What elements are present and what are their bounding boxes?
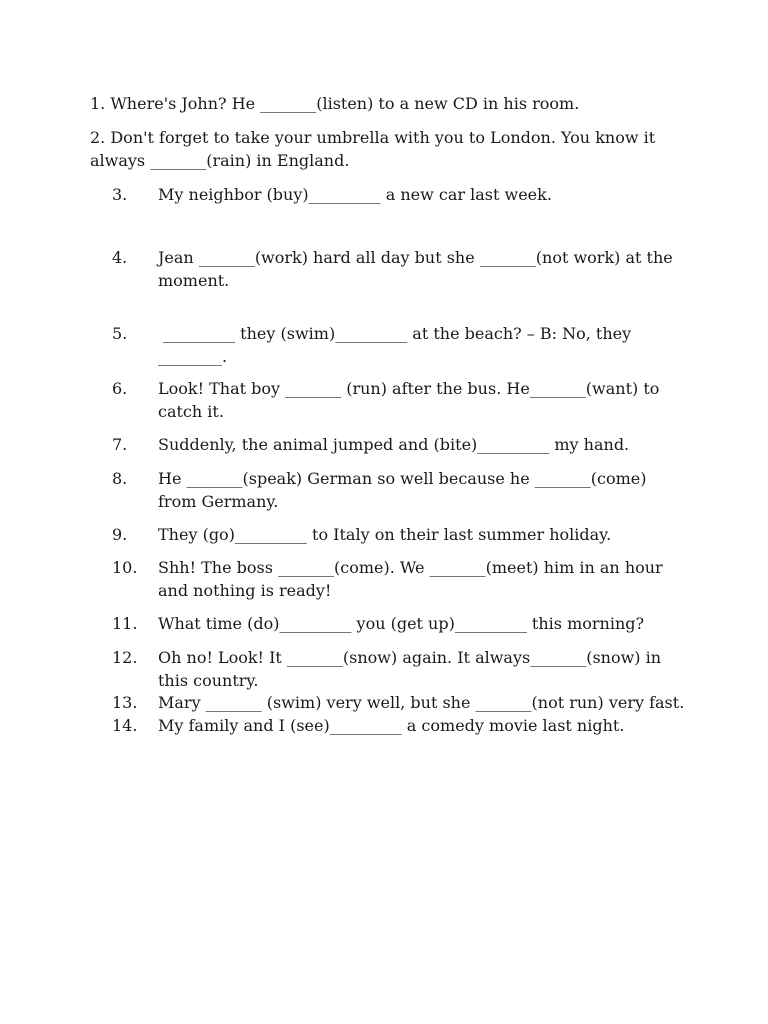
item-number: 9.	[112, 525, 128, 544]
item-number: 13.	[112, 693, 138, 712]
item-number: 3.	[112, 185, 128, 204]
item-number: 14.	[112, 716, 138, 735]
exercise-item-1: 1. Where's John? He _______(listen) to a new CD in his room.	[90, 94, 580, 113]
item-text: Mary _______ (swim) very well, but she _______(not run) very fast.	[158, 693, 685, 712]
item-text: They (go)_________ to Italy on their last summer holiday.	[158, 525, 612, 544]
item-text: Suddenly, the animal jumped and (bite)_________ my hand.	[158, 435, 630, 454]
item-number: 12.	[112, 648, 138, 667]
item-text: My family and I (see)_________ a comedy movie last night.	[158, 716, 625, 735]
item-text: Oh no! Look! It _______(snow) again. It always_______(snow) in this country.	[158, 648, 667, 690]
item-number: 10.	[112, 558, 138, 577]
item-text: My neighbor (buy)_________ a new car last week.	[158, 185, 552, 204]
item-text: Jean _______(work) hard all day but she _______(not work) at the moment.	[158, 248, 678, 290]
item-number: 11.	[112, 614, 138, 633]
exercise-item-2: 2. Don't forget to take your umbrella with you to London. You know it always _______(rain) in England.	[90, 128, 661, 170]
item-text: _________ they (swim)_________ at the beach? – B: No, they ________.	[158, 324, 637, 366]
item-text: Look! That boy _______ (run) after the bus. He_______(want) to catch it.	[158, 379, 665, 421]
item-text: Shh! The boss _______(come). We _______(meet) him in an hour and nothing is ready!	[158, 558, 668, 600]
item-text: He _______(speak) German so well because he _______(come) from Germany.	[158, 469, 652, 511]
item-number: 8.	[112, 469, 128, 488]
item-number: 6.	[112, 379, 128, 398]
item-text: What time (do)_________ you (get up)_________ this morning?	[158, 614, 645, 633]
item-number: 4.	[112, 248, 128, 267]
item-number: 5.	[112, 324, 128, 343]
item-number: 7.	[112, 435, 128, 454]
